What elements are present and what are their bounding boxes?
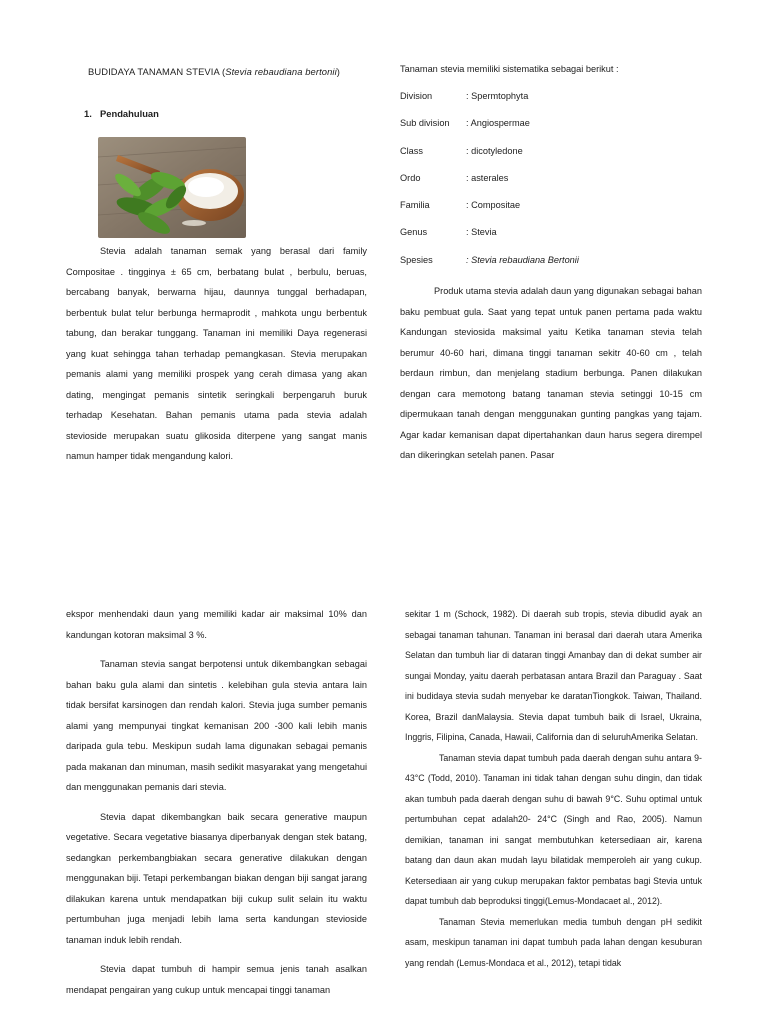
- section-heading: 1. Pendahuluan: [84, 108, 159, 119]
- taxonomy-intro: Tanaman stevia memiliki sistematika sebagai berikut :: [400, 64, 619, 74]
- taxonomy-value: : Angiospermae: [466, 118, 530, 129]
- taxonomy-rank: Familia: [400, 200, 430, 211]
- document-title: BUDIDAYA TANAMAN STEVIA (Stevia rebaudiana bertonii): [88, 66, 341, 77]
- intro-paragraph: Stevia adalah tanaman semak yang berasal dari family Compositae . tingginya ± 65 cm, berbatang bulat , berbulu, beruas, bercabang banyak, berwarna hijau, daunnya tunggal berhadapan, berbentuk bulat telur berbunga hermaprodit , mahkota ungu berbentuk tabung, dan berakar tunggang. Tanaman ini memiliki Daya regenerasi yang kuat sehingga tahan terhadap pemangkasan. Stevia merupakan pemanis alami yang memiliki prospek yang cerah dimasa yang akan dating, mengingat pemanis sintetik seringkali berpengaruh buruk terhadap Kesehatan. Bahan pemanis utama pada stevia adalah stevioside merupakan suatu glikosida diterpene yang sangat manis namun hamper tidak mengandung kalori.: [66, 246, 367, 461]
- taxonomy-row-sub-division: [400, 118, 579, 145]
- taxonomy-value: : dicotyledone: [466, 145, 523, 156]
- taxonomy-value: : Stevia: [466, 227, 497, 238]
- paragraph: ekspor menhendaki daun yang memiliki kadar air maksimal 10% dan kandungan kotoran maksimal 3 %.: [66, 609, 367, 640]
- page2-right-column: [405, 604, 702, 973]
- taxonomy-list: [400, 91, 579, 282]
- paragraph: Stevia dapat dikembangkan baik secara generative maupun vegetative. Secara vegetative biasanya diperbanyak dengan stek batang, sedangkan perkembangbiakan secara generative dilakukan dengan menggunakan biji. Tetapi perkembangan biakan dengan biji sangat jarang dilakukan karena untuk mendapatkan biji cukup sulit selain itu waktu pertumbuhan juga menjadi lebih lama serta kandungan stevioside tanaman induk lebih rendah.: [66, 811, 367, 945]
- taxonomy-rank: Spesies: [400, 254, 433, 265]
- taxonomy-value: : Spermtophyta: [466, 91, 529, 101]
- paragraph: sekitar 1 m (Schock, 1982). Di daerah sub tropis, stevia dibudid ayak an sebagai tanaman tahunan. Tanaman ini berasal dari daerah utara Amerika Selatan dan tumbuh liar di dataran tinggi Amanbay dan di dekat sumber air sungai Monday, yaitu daerah perbatasan antara Brazil dan Paraguay . Saat ini budidaya stevia sudah menyebar ke daratanTiongkok. Taiwan, Thailand. Korea, Brazil danMalaysia. Stevia dapat tumbuh baik di Israel, Ukraina, Inggris, Filipina, Canada, Hawaii, California dan di seluruhAmerika Selatan.: [405, 609, 702, 742]
- stevia-leaves-and-sugar-spoon-photo: [98, 137, 246, 238]
- taxonomy-row-ordo: [400, 173, 579, 200]
- taxonomy-row-spesies: [400, 255, 579, 282]
- taxonomy-rank: Sub division: [400, 118, 450, 129]
- harvest-paragraph: Produk utama stevia adalah daun yang digunakan sebagai bahan baku pembuat gula. Saat yang tepat untuk panen pertama pada waktu Kandungan steviosida maksimal yaitu Ketika tanaman stevia telah berumur 40-60 hari, dimana tinggi tanaman sekitr 40-60 cm , telah berdaun rimbun, dan menjelang stadium berbunga. Panen dilakukan dengan cara memotong batang tanaman stevia setinggi 10-15 cm dipermukaan tanah dengan menggunakan gunting pangkas yang tajam. Agar kadar kemanisan dapat dipertahankan daun harus segera dirempel dan dikeringkan setelah panen. Pasar: [400, 286, 702, 460]
- taxonomy-row-familia: [400, 200, 579, 227]
- taxonomy-rank: Division: [400, 91, 433, 101]
- taxonomy-rank: Genus: [400, 227, 428, 238]
- taxonomy-row-genus: [400, 227, 579, 254]
- taxonomy-row-class: [400, 146, 579, 173]
- taxonomy-row-division: [400, 91, 579, 118]
- paragraph: Stevia dapat tumbuh di hampir semua jenis tanah asalkan mendapat pengairan yang cukup untuk mencapai tinggi tanaman: [66, 964, 367, 995]
- taxonomy-rank: Class: [400, 145, 423, 156]
- stevia-photo: [98, 137, 246, 238]
- taxonomy-value: : asterales: [466, 172, 509, 183]
- title-latin-name: Stevia rebaudiana bertonii: [225, 66, 337, 77]
- taxonomy-value: : Compositae: [466, 200, 521, 211]
- paragraph: Tanaman stevia dapat tumbuh pada daerah dengan suhu antara 9-43°C (Todd, 2010). Tanaman ini tidak tahan dengan suhu dingin, dan tidak akan tumbuh pada daerah dengan suhu di bawah 9°C. Suhu optimal untuk pertumbuhan cepat adalah20- 24°C (Singh and Rao, 2005). Namun demikian, tanaman ini sangat membutuhkan ketersediaan air, karena batang dan daun akan mudah layu bilatidak memperoleh air yang cukup. Ketersediaan air yang cukup merupakan faktor pembatas bagi Stevia untuk dapat tumbuh dab beproduksi tinggi(Lemus-Mondacaet al., 2012).: [405, 752, 702, 906]
- paragraph: Tanaman stevia sangat berpotensi untuk dikembangkan sebagai bahan baku gula alami dan sintetis . kelebihan gula stevia antara lain tidak bersifat karsinogen dan rendah kalori. Stevia juga sumber pemanis alami yang mempunyai tingkat kemanisan 200 -300 kali lebih manis daripada gula tebu. Meskipun sudah lama digunakan sebagai pemanis pada makanan dan minuman, masih sedikit masyarakat yang mengetahui dan menggunakan pemanis dari stevia.: [66, 659, 367, 792]
- paragraph: Tanaman Stevia memerlukan media tumbuh dengan pH sedikit asam, meskipun tanaman ini dapat tumbuh pada lahan dengan kesuburan yang rendah (Lemus-Mondaca et al., 2012), tetapi tidak: [405, 916, 702, 968]
- page2-left-column: [66, 604, 367, 1000]
- taxonomy-rank: Ordo: [400, 172, 421, 183]
- taxonomy-value: : Stevia rebaudiana Bertonii: [466, 254, 579, 265]
